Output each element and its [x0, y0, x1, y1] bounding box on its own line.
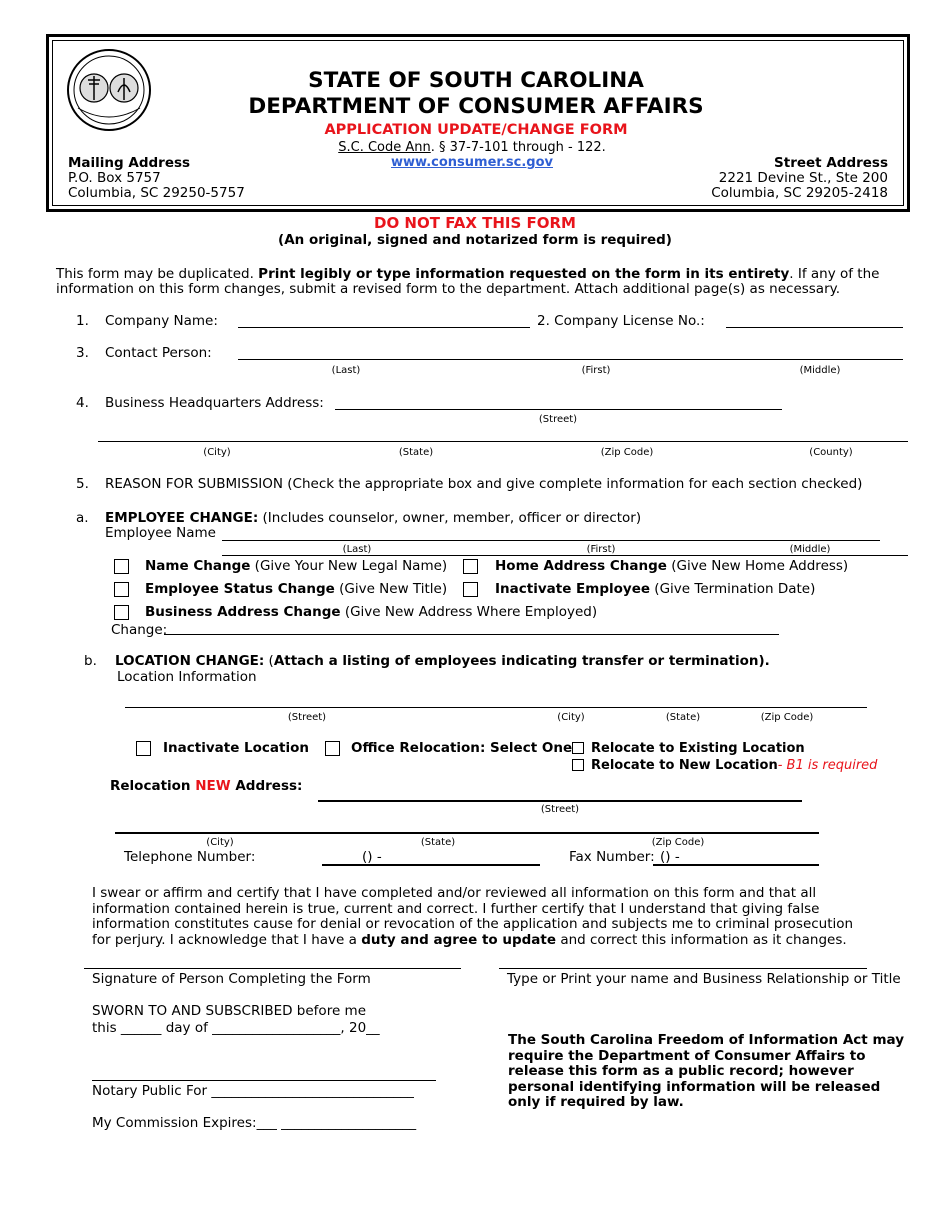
- foia-line3: release this form as a public record; however: [508, 1063, 854, 1079]
- relocation-street-caption: (Street): [540, 804, 580, 815]
- foia-line2: require the Department of Consumer Affairs to: [508, 1047, 866, 1064]
- commission-expires-label: My Commission Expires:___ ____________________: [92, 1115, 417, 1131]
- employee-name-underline: [222, 555, 908, 556]
- code-reference: S.C. Code Ann. § 37-7-101 through - 122.: [338, 140, 606, 155]
- location-state-caption: (State): [665, 712, 701, 723]
- office-relocation-label: Office Relocation: Select One: [351, 740, 573, 756]
- license-number-input-line[interactable]: [726, 327, 903, 328]
- foia-line5: only if required by law.: [508, 1094, 684, 1110]
- location-address-input-line[interactable]: [125, 707, 867, 708]
- section-a-letter: a.: [76, 510, 89, 526]
- employee-last-caption: (Last): [342, 544, 372, 555]
- telephone-value[interactable]: () -: [362, 849, 382, 865]
- home-address-change-checkbox[interactable]: [463, 559, 478, 574]
- hq-county-caption: (County): [809, 447, 853, 458]
- intro-line2: information on this form changes, submit a revised form to the department. Attach additional page(s) as necessary.: [56, 281, 840, 297]
- employee-status-change-checkbox[interactable]: [114, 582, 129, 597]
- field3-number: 3.: [76, 345, 89, 361]
- telephone-input-line: [322, 864, 540, 866]
- relocation-city-caption: (City): [206, 837, 234, 848]
- hq-state-caption: (State): [398, 447, 434, 458]
- relocation-zip-caption: (Zip Code): [651, 837, 705, 848]
- sworn-date-line: this ______ day of ___________________, 20__: [92, 1020, 380, 1036]
- mailing-address-label: Mailing Address: [68, 155, 191, 171]
- company-name-input-line[interactable]: [238, 327, 530, 328]
- foia-line1: The South Carolina Freedom of Information Act may: [508, 1032, 905, 1048]
- license-number-label: 2. Company License No.:: [537, 313, 705, 329]
- print-name-label: Type or Print your name and Business Relationship or Title: [507, 971, 901, 987]
- name-change-checkbox[interactable]: [114, 559, 129, 574]
- signature-label: Signature of Person Completing the Form: [92, 971, 371, 987]
- title-state: STATE OF SOUTH CAROLINA: [308, 68, 644, 93]
- fax-value[interactable]: () -: [660, 849, 680, 865]
- company-name-label: Company Name:: [105, 313, 218, 329]
- location-information-label: Location Information: [117, 669, 257, 685]
- employee-name-label: Employee Name: [105, 525, 216, 541]
- street-address-line1: 2221 Devine St., Ste 200: [718, 170, 888, 186]
- employee-name-input-line[interactable]: [222, 540, 880, 541]
- certification-line4: for perjury. I acknowledge that I have a duty and agree to update and correct this information as it changes.: [92, 932, 847, 948]
- print-name-input-line[interactable]: [499, 968, 867, 969]
- hq-city-caption: (City): [203, 447, 231, 458]
- location-zip-caption: (Zip Code): [760, 712, 814, 723]
- foia-notice: [508, 1033, 904, 1111]
- relocation-street-input-line[interactable]: [318, 800, 802, 802]
- certification-line2: information contained herein is true, current and correct. I further certify that I understand that giving false: [92, 901, 820, 917]
- contact-last-caption: (Last): [331, 365, 361, 376]
- relocate-existing-checkbox[interactable]: [572, 742, 584, 754]
- employee-first-caption: (First): [586, 544, 616, 555]
- hq-street-input-line[interactable]: [335, 409, 782, 410]
- notary-signature-line[interactable]: [92, 1080, 436, 1081]
- street-address-label: Street Address: [774, 155, 888, 171]
- office-relocation-checkbox[interactable]: [325, 741, 340, 756]
- title-department: DEPARTMENT OF CONSUMER AFFAIRS: [248, 94, 704, 119]
- inactivate-location-checkbox[interactable]: [136, 741, 151, 756]
- location-street-caption: (Street): [287, 712, 327, 723]
- hq-city-state-input-line[interactable]: [98, 441, 908, 442]
- field1-number: 1.: [76, 313, 89, 329]
- signature-input-line[interactable]: [84, 968, 461, 969]
- field4-number: 4.: [76, 395, 89, 411]
- change-input-line[interactable]: [164, 634, 779, 635]
- original-required-notice: (An original, signed and notarized form is required): [278, 232, 672, 248]
- business-address-change-label: Business Address Change (Give New Address Where Employed): [145, 604, 598, 620]
- notary-public-label: Notary Public For ______________________________: [92, 1083, 414, 1099]
- form-name: APPLICATION UPDATE/CHANGE FORM: [324, 122, 628, 138]
- no-fax-notice: DO NOT FAX THIS FORM: [374, 214, 576, 232]
- contact-middle-caption: (Middle): [799, 365, 841, 376]
- hq-zip-caption: (Zip Code): [600, 447, 654, 458]
- contact-first-caption: (First): [581, 365, 611, 376]
- certification-line3: information constitutes cause for denial or revocation of the application and subjects me to criminal prosecution: [92, 916, 854, 932]
- fax-label: Fax Number:: [569, 849, 655, 865]
- business-address-change-checkbox[interactable]: [114, 605, 129, 620]
- inactivate-employee-label: Inactivate Employee (Give Termination Date): [495, 581, 816, 597]
- relocate-new-checkbox[interactable]: [572, 759, 584, 771]
- change-label: Change:: [111, 622, 168, 638]
- employee-change-heading: EMPLOYEE CHANGE: (Includes counselor, owner, member, officer or director): [105, 510, 642, 526]
- inactivate-employee-checkbox[interactable]: [463, 582, 478, 597]
- mailing-address-line2: Columbia, SC 29250-5757: [68, 185, 245, 201]
- hq-street-caption: (Street): [538, 414, 578, 425]
- field5-number: 5.: [76, 476, 89, 492]
- fax-input-line: [653, 864, 819, 866]
- relocate-new-label: Relocate to New Location- B1 is required: [591, 758, 878, 773]
- hq-address-label: Business Headquarters Address:: [105, 395, 324, 411]
- street-address-line2: Columbia, SC 29205-2418: [711, 185, 888, 201]
- contact-person-input-line[interactable]: [238, 359, 903, 360]
- sworn-statement: SWORN TO AND SUBSCRIBED before me: [92, 1003, 367, 1019]
- mailing-address-line1: P.O. Box 5757: [68, 170, 161, 186]
- location-city-caption: (City): [557, 712, 585, 723]
- reason-for-submission: REASON FOR SUBMISSION (Check the appropriate box and give complete information for each section checked): [105, 476, 863, 492]
- relocation-state-caption: (State): [420, 837, 456, 848]
- home-address-change-label: Home Address Change (Give New Home Address): [495, 558, 849, 574]
- employee-middle-caption: (Middle): [789, 544, 831, 555]
- employee-status-change-label: Employee Status Change (Give New Title): [145, 581, 448, 597]
- location-change-heading: LOCATION CHANGE: (Attach a listing of employees indicating transfer or termination).: [115, 653, 770, 669]
- certification-line1: I swear or affirm and certify that I have completed and/or reviewed all information on this form and that all: [92, 885, 817, 901]
- relocation-new-address-label: Relocation NEW Address:: [110, 778, 303, 794]
- website-link[interactable]: www.consumer.sc.gov: [391, 155, 553, 170]
- telephone-label: Telephone Number:: [124, 849, 256, 865]
- intro-line1: This form may be duplicated. Print legibly or type information requested on the form in its entirety. If any of the: [56, 266, 880, 282]
- section-b-letter: b.: [84, 653, 97, 669]
- state-seal-logo: [66, 48, 152, 132]
- foia-line4: personal identifying information will be released: [508, 1078, 881, 1095]
- inactivate-location-label: Inactivate Location: [163, 740, 310, 756]
- relocate-existing-label: Relocate to Existing Location: [591, 741, 805, 756]
- contact-person-label: Contact Person:: [105, 345, 212, 361]
- relocation-city-state-input-line[interactable]: [115, 832, 819, 834]
- name-change-label: Name Change (Give Your New Legal Name): [145, 558, 448, 574]
